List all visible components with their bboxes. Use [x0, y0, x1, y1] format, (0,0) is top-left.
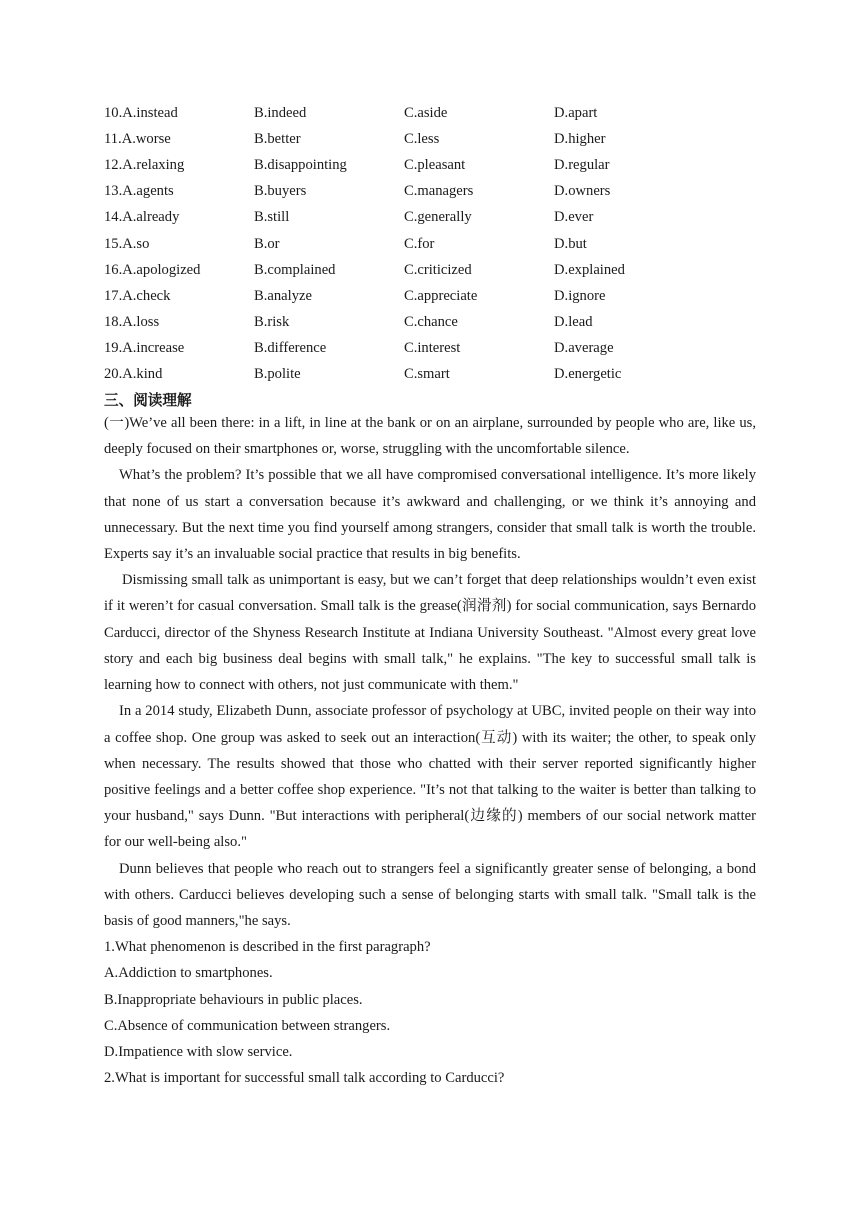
passage-paragraph-3: Dismissing small talk as unimportant is easy, but we can’t forget that deep relationships wouldn’t even exist if it weren’t for casual conversation. Small talk is the grease(润滑剂) for social communication, says Bernardo Carducci, director of the Shyness Research Institute at Indiana University Southeast. "Almost every great love story and each big business deal begins with small talk," he explains. "The key to successful small talk is learning how to connect with others, not just communicate with them." — [104, 572, 756, 694]
option-c: C.appreciate — [404, 287, 478, 304]
option-b: B.complained — [254, 261, 336, 278]
passage-paragraph-1: (一)We’ve all been there: in a lift, in line at the bank or on an airplane, surrounded by people who are, like us, deeply focused on their smartphones or, worse, struggling with the uncomfortable silence. — [104, 415, 756, 458]
option-a: 11.A.worse — [104, 130, 171, 147]
option-a: 18.A.loss — [104, 314, 160, 331]
option-c: C.pleasant — [404, 156, 466, 173]
option-d: D.apart — [554, 104, 598, 121]
option-c: C.chance — [404, 314, 458, 331]
options-table — [104, 100, 704, 388]
option-a: 17.A.check — [104, 287, 171, 304]
option-b: B.polite — [254, 366, 301, 383]
option-a: 10.A.instead — [104, 104, 178, 121]
question-1-option-d: D.Impatience with slow service. — [104, 1043, 293, 1060]
option-row — [104, 310, 704, 336]
option-c: C.criticized — [404, 261, 472, 278]
option-d: D.average — [554, 340, 614, 357]
option-c: C.managers — [404, 183, 474, 200]
option-a: 13.A.agents — [104, 183, 174, 200]
option-c: C.aside — [404, 104, 448, 121]
option-b: B.buyers — [254, 183, 307, 200]
option-d: D.ignore — [554, 287, 606, 304]
option-row — [104, 152, 704, 178]
option-d: D.lead — [554, 314, 593, 331]
option-c: C.interest — [404, 340, 461, 357]
document-page — [104, 100, 756, 1091]
option-row — [104, 231, 704, 257]
option-b: B.or — [254, 235, 280, 252]
question-2: 2.What is important for successful small talk according to Carducci? — [104, 1070, 505, 1087]
option-a: 19.A.increase — [104, 340, 185, 357]
option-a: 15.A.so — [104, 235, 150, 252]
option-b: B.difference — [254, 340, 327, 357]
option-d: D.explained — [554, 261, 625, 278]
option-d: D.ever — [554, 209, 594, 226]
option-row — [104, 126, 704, 152]
passage-paragraph-5: Dunn believes that people who reach out to strangers feel a significantly greater sense of belonging, a bond with others. Carducci believes developing such a sense of belonging starts with small talk. "Small talk is the basis of good manners,"he says. — [104, 860, 756, 929]
option-c: C.smart — [404, 366, 450, 383]
section-title: 三、阅读理解 — [104, 393, 192, 410]
option-d: D.but — [554, 235, 587, 252]
option-a: 16.A.apologized — [104, 261, 201, 278]
option-c: C.generally — [404, 209, 472, 226]
option-d: D.regular — [554, 156, 610, 173]
options-table-body — [104, 100, 704, 388]
option-b: B.disappointing — [254, 156, 347, 173]
option-b: B.still — [254, 209, 290, 226]
option-row — [104, 283, 704, 309]
option-c: C.for — [404, 235, 435, 252]
option-b: B.indeed — [254, 104, 307, 121]
option-row — [104, 205, 704, 231]
option-d: D.higher — [554, 130, 606, 147]
option-a: 12.A.relaxing — [104, 156, 185, 173]
option-b: B.better — [254, 130, 301, 147]
option-row — [104, 179, 704, 205]
option-d: D.owners — [554, 183, 611, 200]
option-row — [104, 362, 704, 388]
option-b: B.risk — [254, 314, 290, 331]
passage-paragraph-2: What’s the problem? It’s possible that we all have compromised conversational intelligence. It’s more likely that none of us start a conversation because it’s awkward and challenging, or we think it’s annoying and unnecessary. But the next time you find yourself among strangers, consider that small talk is worth the trouble. Experts say it’s an invaluable social practice that results in big benefits. — [104, 467, 756, 563]
question-1-option-c: C.Absence of communication between strangers. — [104, 1017, 391, 1034]
option-d: D.energetic — [554, 366, 622, 383]
question-1-option-b: B.Inappropriate behaviours in public places. — [104, 991, 363, 1008]
question-1: 1.What phenomenon is described in the first paragraph? — [104, 939, 431, 956]
option-c: C.less — [404, 130, 440, 147]
option-row — [104, 257, 704, 283]
passage-paragraph-4: In a 2014 study, Elizabeth Dunn, associate professor of psychology at UBC, invited people on their way into a coffee shop. One group was asked to seek out an interaction(互动) with its waiter; the other, to speak only when necessary. The results showed that those who chatted with their server reported significantly higher positive feelings and a better coffee shop experience. "It’s not that talking to the waiter is better than talking to your husband," says Dunn. "But interactions with peripheral(边缘的) members of our social network matter for our well-being also." — [104, 703, 756, 851]
option-a: 20.A.kind — [104, 366, 163, 383]
question-1-option-a: A.Addiction to smartphones. — [104, 965, 273, 982]
option-a: 14.A.already — [104, 209, 180, 226]
option-row — [104, 100, 704, 126]
option-row — [104, 336, 704, 362]
option-b: B.analyze — [254, 287, 312, 304]
